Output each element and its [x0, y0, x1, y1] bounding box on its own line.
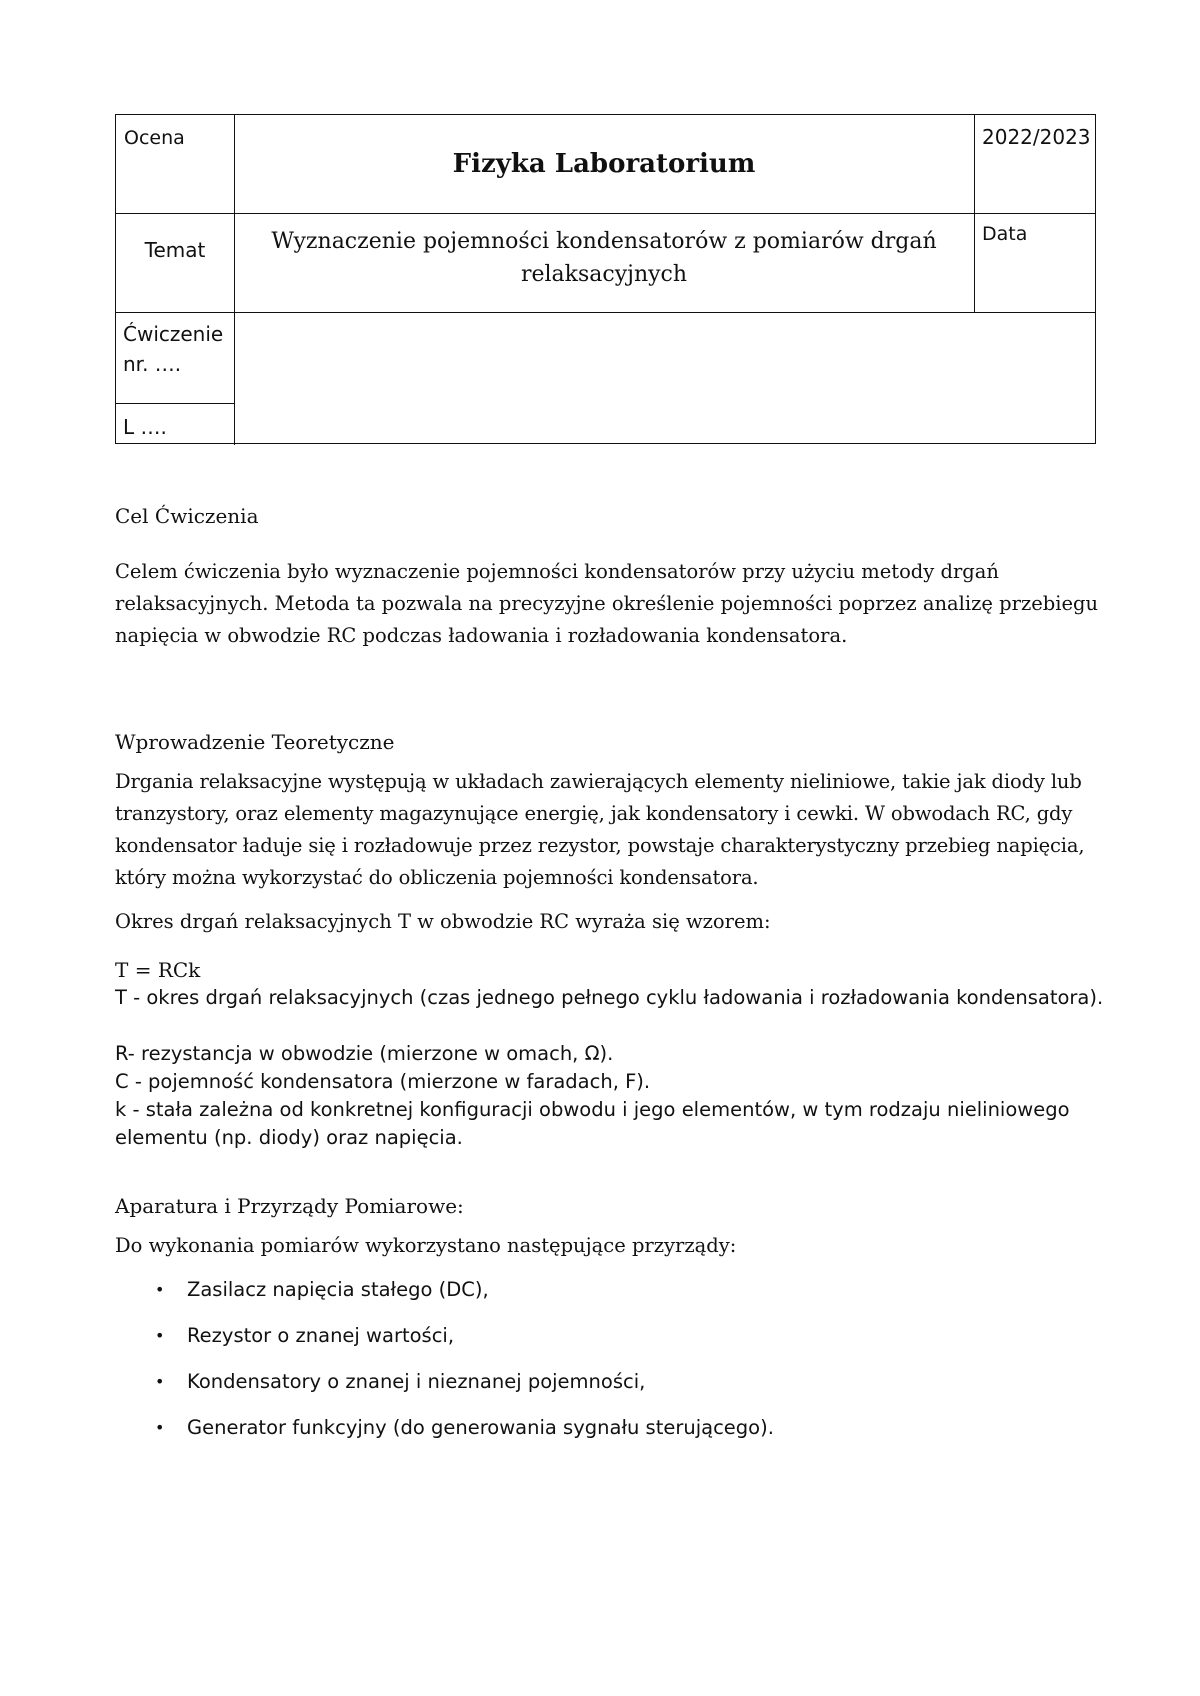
theory-heading: Wprowadzenie Teoretyczne [115, 730, 395, 754]
bullet-icon: • [155, 1372, 165, 1391]
table-divider [116, 213, 1095, 214]
table-divider [116, 403, 234, 404]
list-item-text: Kondensatory o znanej i nieznanej pojemności, [187, 1370, 646, 1393]
list-item-text: Rezystor o znanej wartości, [187, 1324, 455, 1347]
exercise-number-label: Ćwiczenie nr. …. [123, 322, 224, 376]
theory-paragraph: Drgania relaksacyjne występują w układach zawierających elementy nieliniowe, takie jak diody lub tranzystory, oraz elementy magazynujące energię, jak kondensatory i cewki. W obwodach RC, gdy kondensator ładuje się i rozładowuje przez rezystor, powstaje charakterystyczny przebieg napięcia, który można wykorzystać do obliczenia pojemności kondensatora. [115, 770, 1085, 889]
formula: T = RCk [115, 958, 201, 982]
list-item [155, 1274, 774, 1320]
academic-year: 2022/2023 [982, 125, 1091, 149]
header-table [115, 114, 1096, 444]
date-label: Data [982, 223, 1028, 245]
apparatus-list [155, 1274, 774, 1458]
definition-c: C - pojemność kondensatora (mierzone w faradach, F). [115, 1070, 651, 1093]
bullet-icon: • [155, 1280, 165, 1299]
definition-k: k - stała zależna od konkretnej konfiguracji obwodu i jego elementów, w tym rodzaju nieliniowego elementu (np. diody) oraz napięcia. [115, 1098, 1070, 1149]
apparatus-heading: Aparatura i Przyrządy Pomiarowe: [115, 1194, 464, 1218]
definition-t: T - okres drgań relaksacyjnych (czas jednego pełnego cyklu ładowania i rozładowania kondensatora). [115, 986, 1104, 1009]
list-item [155, 1320, 774, 1366]
list-item [155, 1366, 774, 1412]
bullet-icon: • [155, 1326, 165, 1345]
table-divider [116, 312, 1095, 313]
grade-label: Ocena [124, 127, 185, 149]
topic-label: Temat [144, 238, 206, 262]
list-item [155, 1412, 774, 1458]
document-title: Fizyka Laboratorium [452, 149, 756, 179]
goal-paragraph: Celem ćwiczenia było wyznaczenie pojemności kondensatorów przy użyciu metody drgań relaksacyjnych. Metoda ta pozwala na precyzyjne określenie pojemności poprzez analizę przebiegu napięcia w obwodzie RC podczas ładowania i rozładowania kondensatora. [115, 560, 1099, 647]
list-item-text: Generator funkcyjny (do generowania sygnału sterującego). [187, 1416, 774, 1439]
formula-intro: Okres drgań relaksacyjnych T w obwodzie RC wyraża się wzorem: [115, 910, 771, 933]
group-label: L …. [123, 415, 167, 439]
definition-r: R- rezystancja w obwodzie (mierzone w omach, Ω). [115, 1042, 614, 1065]
topic-value: Wyznaczenie pojemności kondensatorów z pomiarów drgań relaksacyjnych [271, 229, 937, 287]
apparatus-intro: Do wykonania pomiarów wykorzystano następujące przyrządy: [115, 1234, 737, 1257]
bullet-icon: • [155, 1418, 165, 1437]
goal-heading: Cel Ćwiczenia [115, 504, 259, 528]
list-item-text: Zasilacz napięcia stałego (DC), [187, 1278, 489, 1301]
